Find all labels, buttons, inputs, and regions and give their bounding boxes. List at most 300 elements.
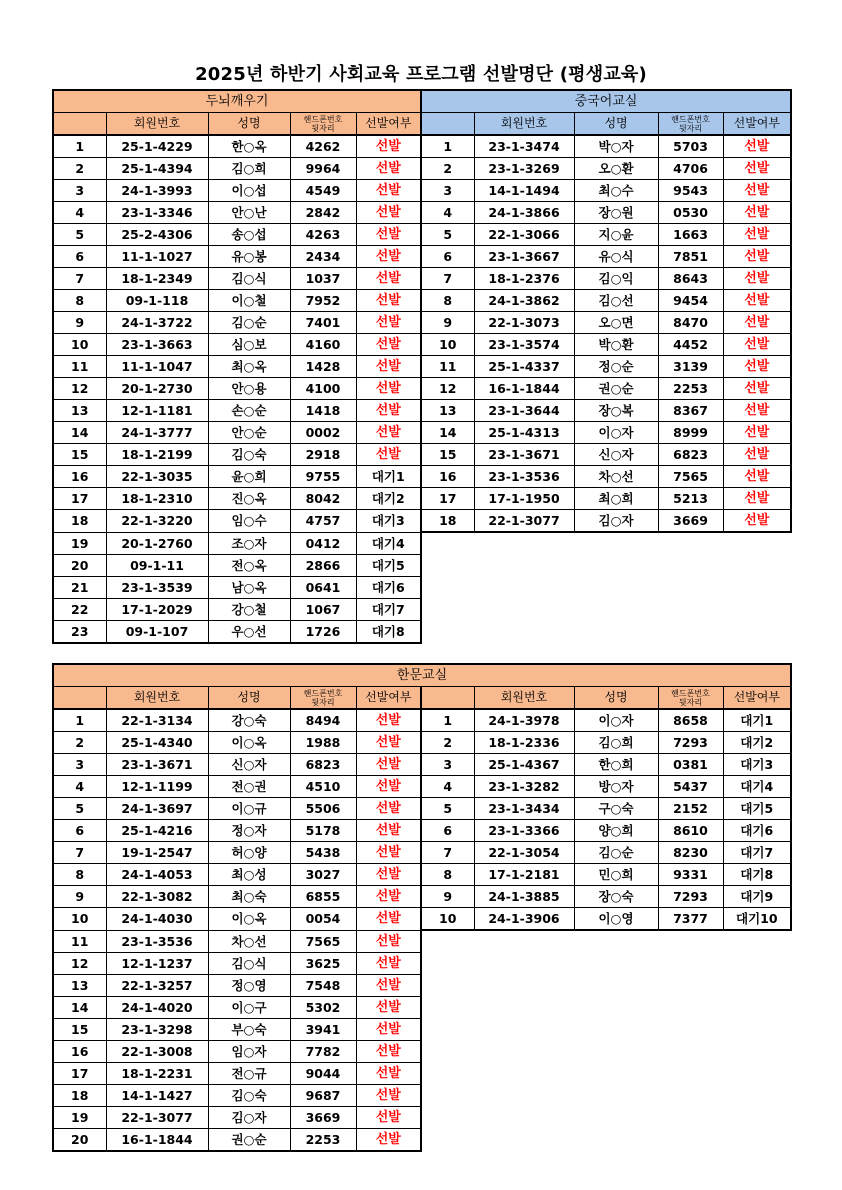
row-number: 4: [53, 202, 106, 224]
member-number: 09-1-118: [106, 290, 208, 312]
member-name: 남○옥: [208, 576, 290, 598]
empty-cell: [574, 554, 658, 576]
member-number: 12-1-1237: [106, 952, 208, 974]
row-number: 5: [421, 224, 474, 246]
selection-status: 선발: [723, 466, 791, 488]
member-number: 11-1-1047: [106, 356, 208, 378]
selection-status: 선발: [356, 135, 421, 158]
col-head-phone-line2: 뒷자리: [311, 123, 335, 133]
empty-cell: [574, 952, 658, 974]
phone-last4: 4452: [658, 334, 723, 356]
member-number: 18-1-2349: [106, 268, 208, 290]
col-head-status: 선발여부: [356, 113, 421, 136]
member-name: 민○희: [574, 864, 658, 886]
member-number: 23-1-3536: [474, 466, 574, 488]
selection-status: 선발: [356, 886, 421, 908]
empty-cell: [474, 1040, 574, 1062]
empty-cell: [723, 930, 791, 952]
selection-status: 대기3: [356, 510, 421, 533]
empty-cell: [421, 1018, 474, 1040]
empty-cell: [421, 974, 474, 996]
row-number: 14: [53, 422, 106, 444]
col-head-phone-line1: 핸드폰번호: [303, 688, 343, 698]
member-number: 09-1-11: [106, 554, 208, 576]
row-number: 2: [421, 732, 474, 754]
member-name: 김○식: [208, 268, 290, 290]
row-number: 7: [421, 268, 474, 290]
col-head-phone-line1: 핸드폰번호: [671, 688, 710, 698]
table-row: [53, 576, 791, 598]
phone-last4: 2918: [290, 444, 356, 466]
row-number: 1: [421, 135, 474, 158]
selection-status: 선발: [356, 356, 421, 378]
phone-last4: 4100: [290, 378, 356, 400]
row-number: 6: [421, 246, 474, 268]
row-number: 18: [53, 510, 106, 533]
selection-status: 선발: [356, 334, 421, 356]
member-number: 23-1-3539: [106, 576, 208, 598]
empty-cell: [658, 1084, 723, 1106]
empty-cell: [658, 576, 723, 598]
empty-cell: [723, 620, 791, 643]
phone-last4: 7548: [290, 974, 356, 996]
member-number: 23-1-3298: [106, 1018, 208, 1040]
phone-last4: 4757: [290, 510, 356, 533]
selection-status: 선발: [356, 202, 421, 224]
phone-last4: 9687: [290, 1084, 356, 1106]
phone-last4: 0530: [658, 202, 723, 224]
member-name: 전○권: [208, 776, 290, 798]
member-number: 24-1-3697: [106, 798, 208, 820]
empty-cell: [421, 996, 474, 1018]
selection-status: 대기5: [356, 554, 421, 576]
selection-status: 선발: [723, 422, 791, 444]
phone-last4: 7293: [658, 886, 723, 908]
section-title-row: [53, 664, 791, 687]
member-name: 구○숙: [574, 798, 658, 820]
selection-status: 선발: [356, 1040, 421, 1062]
row-number: 21: [53, 576, 106, 598]
table-row: [53, 400, 791, 422]
empty-cell: [723, 1106, 791, 1128]
empty-cell: [474, 620, 574, 643]
empty-cell: [474, 1018, 574, 1040]
row-number: 8: [53, 290, 106, 312]
empty-cell: [474, 952, 574, 974]
col-head-blank: [53, 113, 106, 136]
col-head-phone-line2: 뒷자리: [678, 123, 703, 133]
table-section-2: [52, 663, 792, 1152]
row-number: 19: [53, 532, 106, 554]
empty-cell: [723, 1084, 791, 1106]
member-number: 23-1-3282: [474, 776, 574, 798]
member-number: 24-1-3866: [474, 202, 574, 224]
row-number: 6: [53, 820, 106, 842]
member-name: 권○순: [574, 378, 658, 400]
phone-last4: 5437: [658, 776, 723, 798]
selection-status: 대기8: [723, 864, 791, 886]
table-row: [53, 554, 791, 576]
selection-status: 선발: [356, 820, 421, 842]
empty-cell: [723, 1018, 791, 1040]
row-number: 10: [421, 334, 474, 356]
member-name: 진○옥: [208, 488, 290, 510]
member-name: 최○성: [208, 864, 290, 886]
selection-status: 대기2: [356, 488, 421, 510]
phone-last4: 5506: [290, 798, 356, 820]
table-row: [53, 378, 791, 400]
member-number: 23-1-3366: [474, 820, 574, 842]
selection-status: 선발: [723, 444, 791, 466]
row-number: 4: [53, 776, 106, 798]
member-name: 이○영: [574, 908, 658, 931]
table-row: [53, 180, 791, 202]
col-head-phone-line1: 핸드폰번호: [303, 114, 343, 124]
empty-cell: [658, 952, 723, 974]
table-row: [53, 135, 791, 158]
table-row: [53, 864, 791, 886]
row-number: 6: [53, 246, 106, 268]
member-name: 한○희: [574, 754, 658, 776]
phone-last4: 9755: [290, 466, 356, 488]
member-number: 25-1-4340: [106, 732, 208, 754]
selection-status: 선발: [356, 378, 421, 400]
col-head-status: 선발여부: [723, 687, 791, 710]
member-number: 19-1-2547: [106, 842, 208, 864]
row-number: 5: [421, 798, 474, 820]
member-name: 최○수: [574, 180, 658, 202]
member-number: 24-1-4030: [106, 908, 208, 931]
table-row: [53, 886, 791, 908]
row-number: 4: [421, 776, 474, 798]
empty-cell: [723, 1128, 791, 1151]
row-number: 3: [53, 180, 106, 202]
selection-status: 선발: [356, 908, 421, 931]
row-number: 23: [53, 620, 106, 643]
phone-last4: 1663: [658, 224, 723, 246]
member-number: 24-1-3978: [474, 709, 574, 732]
selection-status: 선발: [723, 334, 791, 356]
col-head-phone-line2: 뒷자리: [311, 697, 335, 707]
member-name: 심○보: [208, 334, 290, 356]
member-name: 강○철: [208, 598, 290, 620]
selection-status: 선발: [356, 246, 421, 268]
member-number: 16-1-1844: [106, 1128, 208, 1151]
member-number: 23-1-3346: [106, 202, 208, 224]
empty-cell: [421, 1040, 474, 1062]
row-number: 1: [53, 135, 106, 158]
empty-cell: [723, 996, 791, 1018]
row-number: 2: [421, 158, 474, 180]
member-number: 18-1-2310: [106, 488, 208, 510]
phone-last4: 6855: [290, 886, 356, 908]
empty-cell: [574, 1084, 658, 1106]
member-number: 12-1-1181: [106, 400, 208, 422]
phone-last4: 0381: [658, 754, 723, 776]
selection-status: 선발: [356, 1062, 421, 1084]
member-name: 전○옥: [208, 554, 290, 576]
member-number: 24-1-4053: [106, 864, 208, 886]
phone-last4: 0412: [290, 532, 356, 554]
selection-status: 선발: [356, 1018, 421, 1040]
member-name: 김○자: [208, 1106, 290, 1128]
member-number: 17-1-2181: [474, 864, 574, 886]
member-number: 22-1-3220: [106, 510, 208, 533]
phone-last4: 8230: [658, 842, 723, 864]
selection-status: 대기4: [356, 532, 421, 554]
phone-last4: 8494: [290, 709, 356, 732]
selection-status: 선발: [723, 312, 791, 334]
phone-last4: 9543: [658, 180, 723, 202]
member-name: 양○희: [574, 820, 658, 842]
row-number: 8: [421, 290, 474, 312]
phone-last4: 2253: [290, 1128, 356, 1151]
member-name: 김○선: [574, 290, 658, 312]
row-number: 3: [421, 754, 474, 776]
member-name: 윤○희: [208, 466, 290, 488]
member-number: 11-1-1027: [106, 246, 208, 268]
phone-last4: 4160: [290, 334, 356, 356]
section-title-row: [53, 90, 791, 113]
table-row: [53, 202, 791, 224]
col-head-blank: [53, 687, 106, 710]
phone-last4: 7782: [290, 1040, 356, 1062]
page-title: 2025년 하반기 사회교육 프로그램 선발명단 (평생교육): [195, 64, 647, 85]
selection-status: 선발: [723, 378, 791, 400]
member-number: 24-1-3722: [106, 312, 208, 334]
row-number: 16: [53, 1040, 106, 1062]
member-name: 조○자: [208, 532, 290, 554]
table-row: [53, 466, 791, 488]
member-name: 박○자: [574, 135, 658, 158]
phone-last4: 8643: [658, 268, 723, 290]
empty-cell: [474, 996, 574, 1018]
row-number: 7: [53, 268, 106, 290]
empty-cell: [658, 974, 723, 996]
selection-status: 선발: [356, 952, 421, 974]
member-number: 22-1-3066: [474, 224, 574, 246]
phone-last4: 3669: [658, 510, 723, 533]
member-number: 25-1-4394: [106, 158, 208, 180]
member-name: 이○규: [208, 798, 290, 820]
table-row: [53, 776, 791, 798]
empty-cell: [658, 1040, 723, 1062]
empty-cell: [723, 532, 791, 554]
phone-last4: 8470: [658, 312, 723, 334]
phone-last4: 5302: [290, 996, 356, 1018]
row-number: 9: [421, 886, 474, 908]
member-number: 25-1-4337: [474, 356, 574, 378]
member-number: 23-1-3671: [106, 754, 208, 776]
member-name: 김○숙: [208, 1084, 290, 1106]
selection-status: 선발: [723, 224, 791, 246]
selection-status: 선발: [356, 974, 421, 996]
member-name: 한○옥: [208, 135, 290, 158]
phone-last4: 4549: [290, 180, 356, 202]
selection-status: 대기1: [356, 466, 421, 488]
row-number: 7: [53, 842, 106, 864]
row-number: 14: [53, 996, 106, 1018]
member-number: 25-1-4229: [106, 135, 208, 158]
empty-cell: [474, 598, 574, 620]
empty-cell: [421, 598, 474, 620]
member-name: 장○복: [574, 400, 658, 422]
selection-status: 선발: [723, 246, 791, 268]
member-number: 17-1-2029: [106, 598, 208, 620]
selection-status: 대기6: [356, 576, 421, 598]
member-name: 유○식: [574, 246, 658, 268]
member-name: 지○윤: [574, 224, 658, 246]
section-title-right: 중국어교실: [421, 90, 791, 113]
selection-status: 선발: [723, 135, 791, 158]
empty-cell: [421, 1084, 474, 1106]
phone-last4: 8042: [290, 488, 356, 510]
phone-last4: 1037: [290, 268, 356, 290]
col-head-member-no: 회원번호: [106, 687, 208, 710]
member-number: 14-1-1427: [106, 1084, 208, 1106]
selection-status: 선발: [356, 776, 421, 798]
empty-cell: [574, 532, 658, 554]
table-row: [53, 290, 791, 312]
selection-status: 대기5: [723, 798, 791, 820]
member-number: 24-1-3777: [106, 422, 208, 444]
col-head-member-no: 회원번호: [474, 113, 574, 136]
phone-last4: 6823: [290, 754, 356, 776]
member-number: 22-1-3082: [106, 886, 208, 908]
selection-status: 선발: [356, 842, 421, 864]
phone-last4: 1428: [290, 356, 356, 378]
selection-status: 선발: [356, 158, 421, 180]
selection-status: 선발: [356, 709, 421, 732]
section-title-left: 두뇌깨우기: [53, 90, 421, 113]
empty-cell: [421, 554, 474, 576]
phone-last4: 7401: [290, 312, 356, 334]
col-head-phone: [658, 113, 723, 136]
table-row: [53, 1062, 791, 1084]
selection-status: 선발: [356, 400, 421, 422]
empty-cell: [658, 554, 723, 576]
table-row: [53, 1128, 791, 1151]
member-name: 정○순: [574, 356, 658, 378]
row-number: 12: [421, 378, 474, 400]
col-head-phone: [658, 687, 723, 710]
phone-last4: 1988: [290, 732, 356, 754]
empty-cell: [474, 532, 574, 554]
selection-status: 대기4: [723, 776, 791, 798]
empty-cell: [658, 1018, 723, 1040]
table-row: [53, 532, 791, 554]
row-number: 20: [53, 554, 106, 576]
table-row: [53, 356, 791, 378]
empty-cell: [658, 996, 723, 1018]
member-number: 25-2-4306: [106, 224, 208, 246]
member-name: 전○규: [208, 1062, 290, 1084]
empty-cell: [421, 1106, 474, 1128]
member-name: 안○난: [208, 202, 290, 224]
member-name: 이○구: [208, 996, 290, 1018]
selection-status: 선발: [723, 356, 791, 378]
member-number: 22-1-3077: [474, 510, 574, 533]
member-number: 22-1-3257: [106, 974, 208, 996]
table-row: [53, 820, 791, 842]
row-number: 22: [53, 598, 106, 620]
member-name: 임○수: [208, 510, 290, 533]
col-head-member-no: 회원번호: [474, 687, 574, 710]
row-number: 16: [53, 466, 106, 488]
phone-last4: 5178: [290, 820, 356, 842]
row-number: 5: [53, 224, 106, 246]
phone-last4: 1067: [290, 598, 356, 620]
member-number: 22-1-3077: [106, 1106, 208, 1128]
phone-last4: 8610: [658, 820, 723, 842]
member-number: 22-1-3134: [106, 709, 208, 732]
row-number: 13: [421, 400, 474, 422]
selection-status: 선발: [356, 290, 421, 312]
phone-last4: 9454: [658, 290, 723, 312]
row-number: 9: [421, 312, 474, 334]
member-number: 23-1-3434: [474, 798, 574, 820]
empty-cell: [658, 930, 723, 952]
member-number: 18-1-2376: [474, 268, 574, 290]
col-head-phone-line2: 뒷자리: [678, 697, 703, 707]
selection-status: 선발: [356, 224, 421, 246]
selection-status: 선발: [723, 400, 791, 422]
selection-status: 선발: [723, 268, 791, 290]
empty-cell: [658, 1062, 723, 1084]
phone-last4: 0641: [290, 576, 356, 598]
row-number: 19: [53, 1106, 106, 1128]
phone-last4: 5703: [658, 135, 723, 158]
member-number: 20-1-2730: [106, 378, 208, 400]
member-number: 25-1-4216: [106, 820, 208, 842]
table-row: [53, 709, 791, 732]
row-number: 11: [421, 356, 474, 378]
member-name: 안○용: [208, 378, 290, 400]
empty-cell: [421, 620, 474, 643]
selection-status: 선발: [356, 180, 421, 202]
member-number: 12-1-1199: [106, 776, 208, 798]
member-name: 김○숙: [208, 444, 290, 466]
member-number: 23-1-3536: [106, 930, 208, 952]
selection-status: 선발: [356, 930, 421, 952]
member-name: 이○자: [574, 422, 658, 444]
selection-status: 대기2: [723, 732, 791, 754]
empty-cell: [574, 598, 658, 620]
col-head-blank: [421, 687, 474, 710]
member-name: 손○순: [208, 400, 290, 422]
phone-last4: 8367: [658, 400, 723, 422]
selection-status: 선발: [723, 158, 791, 180]
member-number: 22-1-3008: [106, 1040, 208, 1062]
empty-cell: [421, 1062, 474, 1084]
row-number: 14: [421, 422, 474, 444]
empty-cell: [574, 1062, 658, 1084]
empty-cell: [421, 930, 474, 952]
table-row: [53, 158, 791, 180]
column-header-row: [53, 113, 791, 136]
phone-last4: 2866: [290, 554, 356, 576]
empty-cell: [723, 576, 791, 598]
selection-status: 대기8: [356, 620, 421, 643]
empty-cell: [474, 576, 574, 598]
empty-cell: [658, 1128, 723, 1151]
selection-status: 선발: [356, 1128, 421, 1151]
empty-cell: [658, 598, 723, 620]
table-section-1: [52, 89, 792, 644]
section-title: 한문교실: [53, 664, 791, 687]
table-row: [53, 732, 791, 754]
empty-cell: [574, 974, 658, 996]
